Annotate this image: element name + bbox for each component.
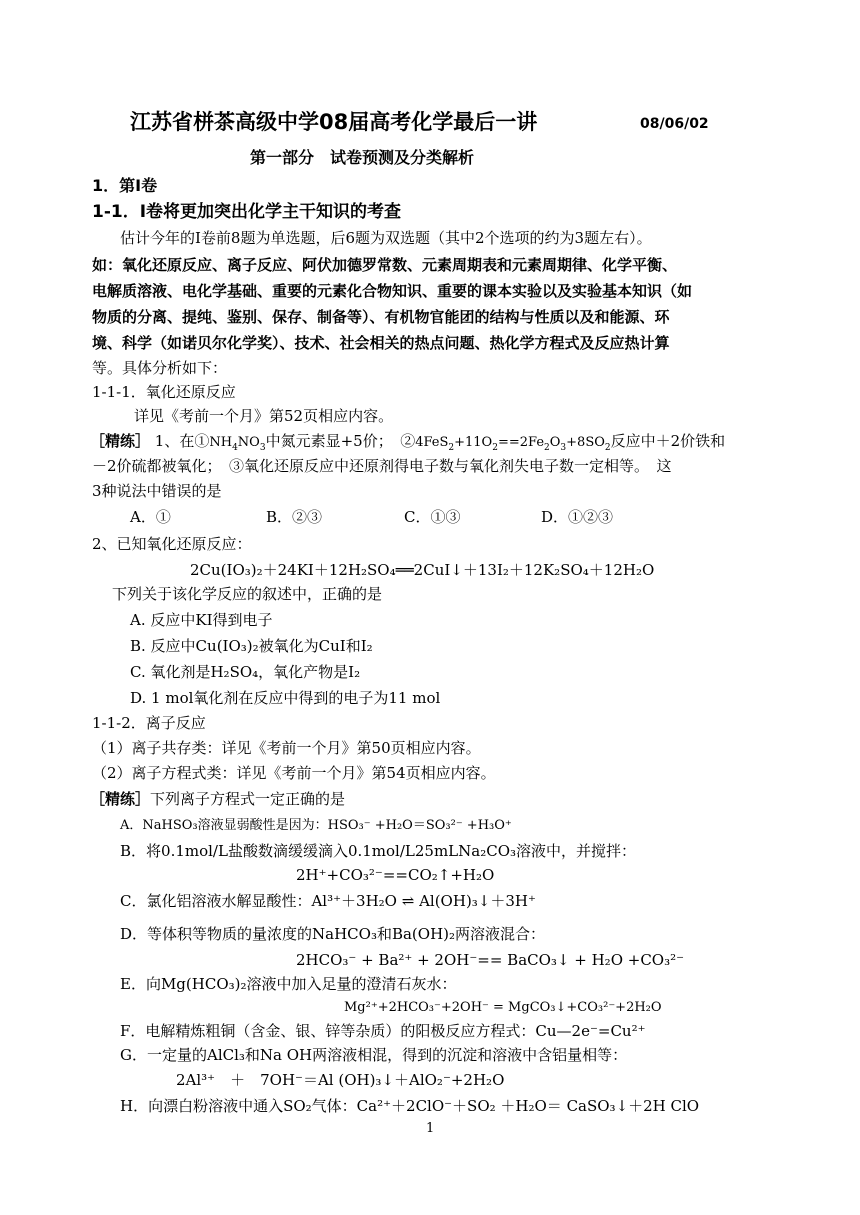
subsection-heading: 1-1．Ⅰ卷将更加突出化学主干知识的考查 <box>92 202 402 222</box>
q3-option-h: H．向漂白粉溶液中通入SO₂气体：Ca²⁺＋2ClO⁻＋SO₂ ＋H₂O＝ CaSO₃↓＋2H ClO <box>120 1097 700 1115</box>
q1-line1: ［精练］ 1、在$①NH_4NO_3$中氮元素显+5价； $②4FeS_2+11O_2==2Fe_2O_3+8SO_2$反应中＋2价铁和 <box>90 432 726 453</box>
practice-label: ［精练］ <box>90 432 151 450</box>
q2-option-b: B. 反应中Cu(IO₃)₂被氧化为CuI和I₂ <box>130 637 373 655</box>
intro-line: 境、科学（如诺贝尔化学奖）、技术、社会相关的热点问题、热化学方程式及反应热计算 <box>92 334 670 352</box>
q2-option-c: C. 氧化剂是H₂SO₄，氧化产物是I₂ <box>130 663 361 681</box>
intro-line: 如：氧化还原反应、离子反应、阿伏加德罗常数、元素周期表和元素周期律、化学平衡、 <box>92 256 678 274</box>
section-112-item: （1）离子共存类：详见《考前一个月》第50页相应内容。 <box>92 739 481 757</box>
q3-option-f: F．电解精炼粗铜（含金、银、锌等杂质）的阳极反应方程式：Cu—2e⁻=Cu²⁺ <box>120 1022 646 1040</box>
q3-option-g-line2: 2Al³⁺ ＋ 7OH⁻＝Al (OH)₃↓＋AlO₂⁻+2H₂O <box>176 1071 505 1089</box>
q3-option-b-line2: 2H⁺+CO₃²⁻==CO₂↑+H₂O <box>296 866 495 884</box>
section-112-item: （2）离子方程式类：详见《考前一个月》第54页相应内容。 <box>92 764 496 782</box>
intro-line: 物质的分离、提纯、鉴别、保存、制备等）、有机物官能团的结构与性质以及和能源、环 <box>92 308 670 326</box>
q1-line3: 3种说法中错误的是 <box>92 482 222 500</box>
practice-label: ［精练］ <box>90 790 151 808</box>
q3-option-a: A．NaHSO₃溶液显弱酸性是因为：HSO₃⁻ +H₂O＝SO₃²⁻ +H₃O⁺ <box>120 818 512 833</box>
intro-line: 等。具体分析如下： <box>92 359 228 377</box>
q2-heading: 2、已知氧化还原反应： <box>92 535 252 553</box>
q3-option-e-line1: E．向Mg(HCO₃)₂溶液中加入足量的澄清石灰水： <box>120 975 457 993</box>
section-112-heading: 1-1-2．离子反应 <box>92 714 206 732</box>
section-111-heading: 1-1-1．氧化还原反应 <box>92 383 236 401</box>
q2-equation: 2Cu(IO₃)₂＋24KI＋12H₂SO₄══2CuI↓＋13I₂＋12K₂SO₄＋12H₂O <box>190 561 655 579</box>
q1-line2: －2价硫都被氧化； ③氧化还原反应中还原剂得电子数与氧化剂失电子数一定相等。 这 <box>92 457 672 475</box>
q1-option-d: D．①②③ <box>541 508 614 526</box>
intro-line: 估计今年的Ⅰ卷前8题为单选题，后6题为双选题（其中2个选项的约为3题左右）。 <box>120 229 652 247</box>
q1-option-b: B．②③ <box>266 508 323 526</box>
section-heading: 1．第Ⅰ卷 <box>92 176 158 195</box>
document-title: 江苏省栟茶高级中学08届高考化学最后一讲 <box>130 110 538 134</box>
q3-option-d-line1: D．等体积等物质的量浓度的NaHCO₃和Ba(OH)₂两溶液混合： <box>120 925 546 943</box>
q3-option-e-line2: Mg²⁺+2HCO₃⁻+2OH⁻ = MgCO₃↓+CO₃²⁻+2H₂O <box>344 1000 662 1015</box>
q2-question: 下列关于该化学反应的叙述中，正确的是 <box>112 585 383 603</box>
part-heading: 第一部分 试卷预测及分类解析 <box>250 148 475 167</box>
q3-option-d-line2: 2HCO₃⁻ + Ba²⁺ + 2OH⁻== BaCO₃↓ + H₂O +CO₃²⁻ <box>296 951 685 969</box>
q2-option-a: A. 反应中KI得到电子 <box>130 611 273 629</box>
q2-option-d: D. 1 mol氧化剂在反应中得到的电子为11 mol <box>130 689 441 707</box>
section-111-reference: 详见《考前一个月》第52页相应内容。 <box>134 407 394 425</box>
intro-line: 电解质溶液、电化学基础、重要的元素化合物知识、重要的课本实验以及实验基本知识（如 <box>92 282 693 300</box>
q3-option-g-line1: G．一定量的AlCl₃和Na OH两溶液相混，得到的沉淀和溶液中含铝量相等： <box>120 1046 628 1064</box>
q3-heading: ［精练］下列离子方程式一定正确的是 <box>90 790 346 808</box>
q3-option-b-line1: B．将0.1mol/L盐酸数滴缓缓滴入0.1mol/L25mLNa₂CO₃溶液中，并搅拌： <box>120 842 637 860</box>
q3-option-c: C．氯化铝溶液水解显酸性：Al³⁺＋3H₂O ⇌ Al(OH)₃↓＋3H⁺ <box>120 892 536 910</box>
q1-option-a: A．① <box>130 508 171 526</box>
page-number: 1 <box>426 1121 435 1136</box>
document-date: 08/06/02 <box>640 116 709 132</box>
q1-option-c: C．①③ <box>404 508 461 526</box>
